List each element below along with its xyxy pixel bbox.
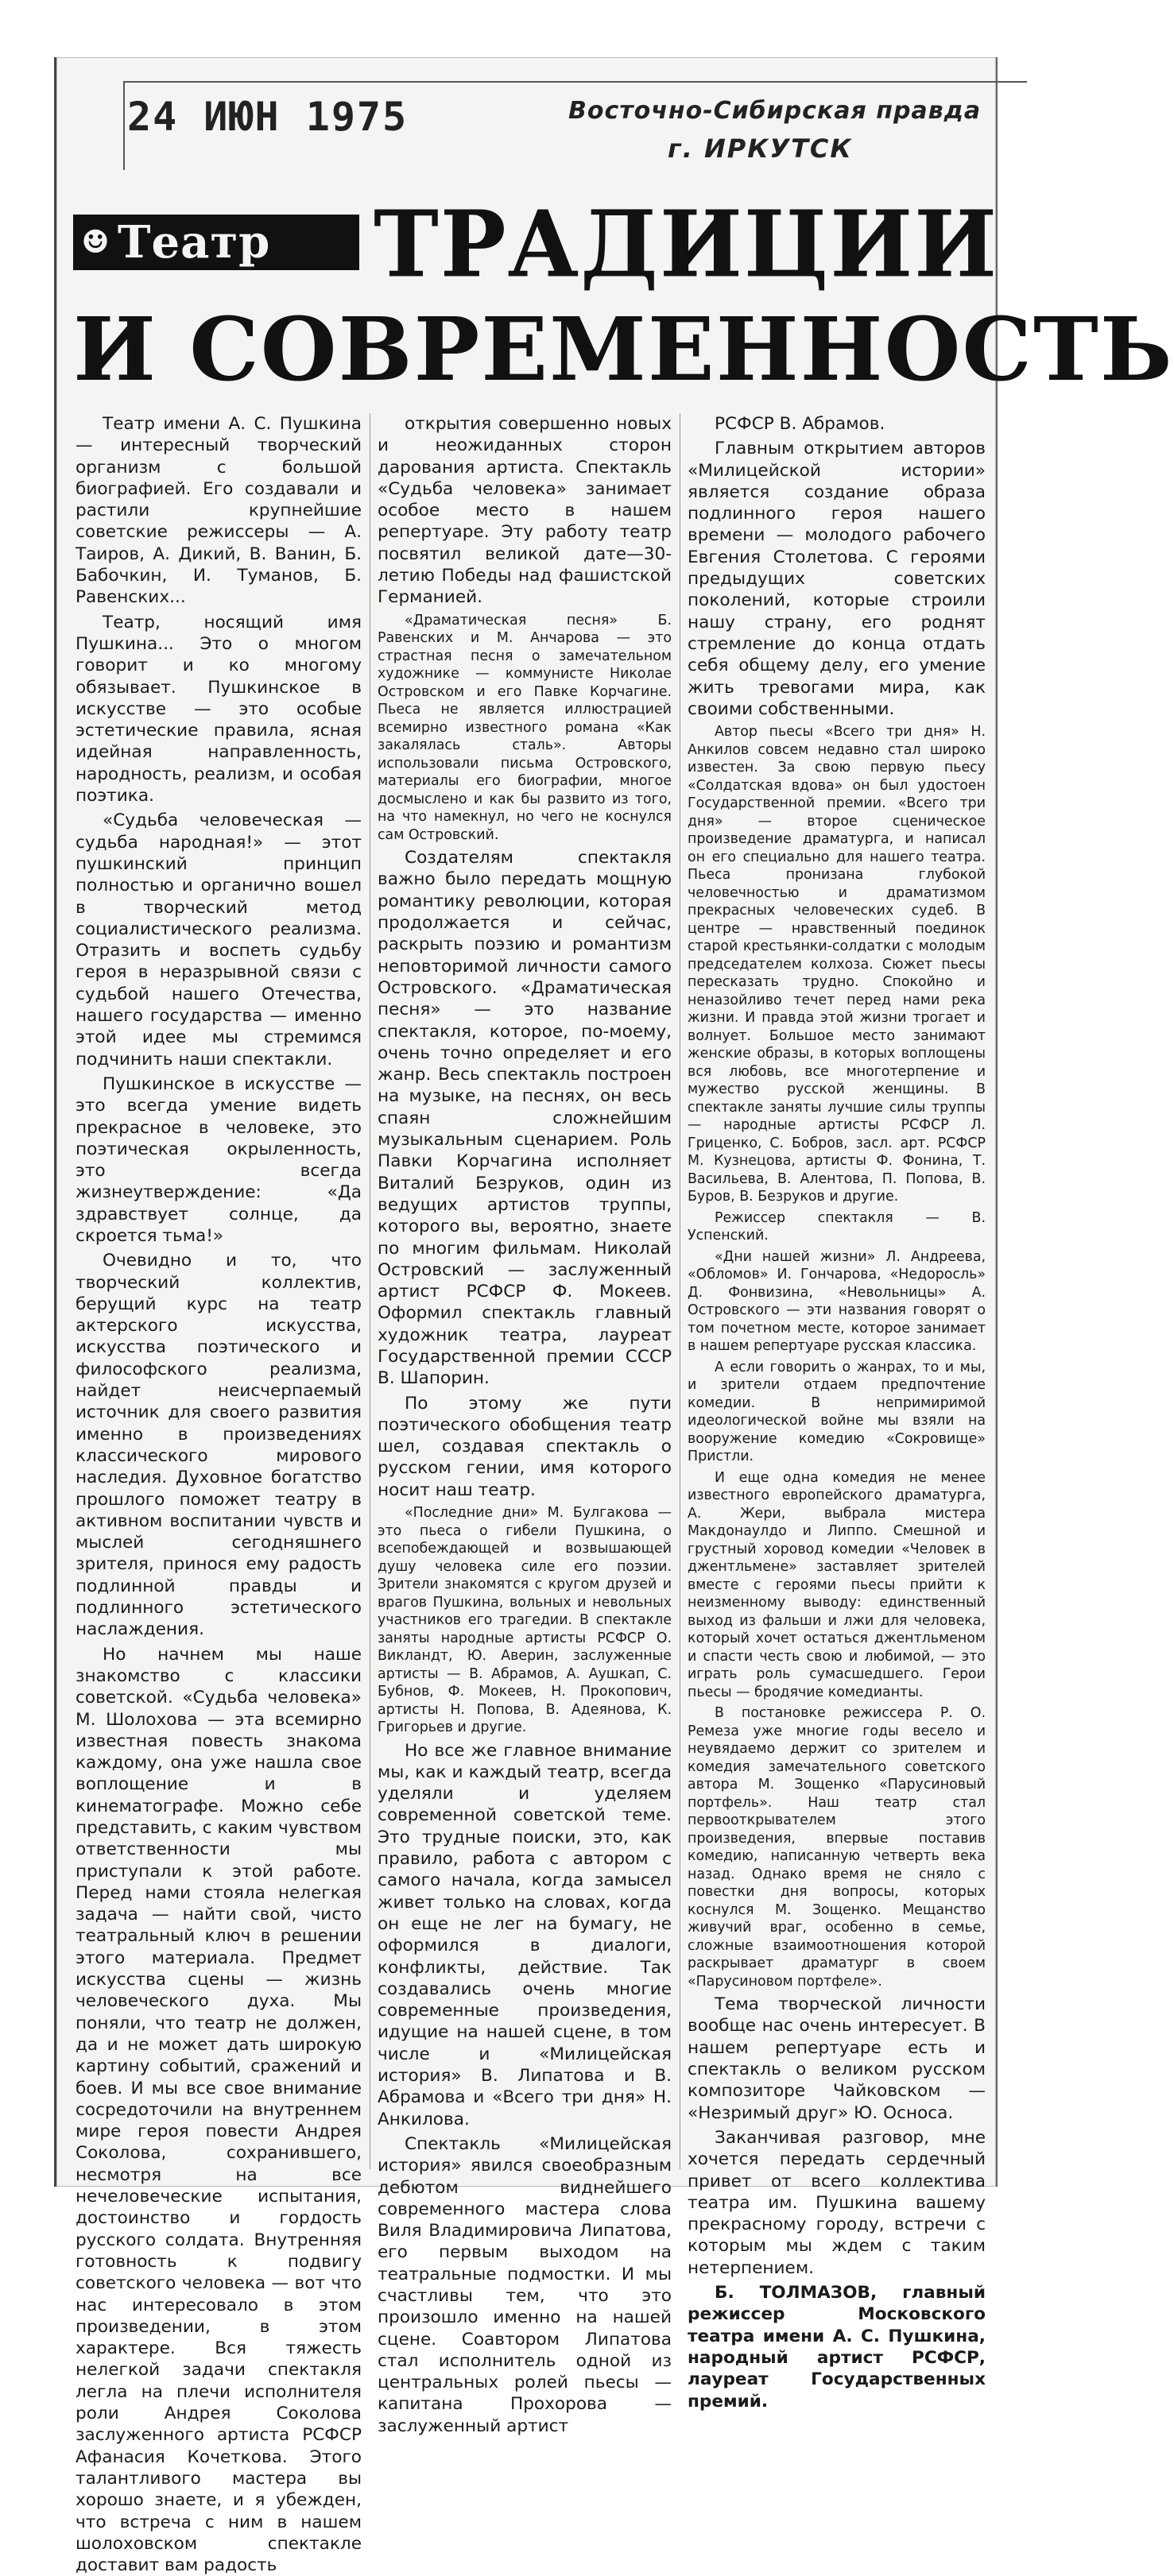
column-1 <box>76 413 362 2576</box>
headline-line-2: И СОВРЕМЕННОСТЬ <box>73 298 1174 400</box>
theatre-mask-icon: ☻ <box>81 224 110 261</box>
paragraph: Театр, носящий имя Пушкина... Это о многом говорит и ко многому обязывает. Пушкинское в искусстве — это особые эстетические правила, ясная идейная направленность, народность, реализм, и особая поэтика. <box>76 612 362 806</box>
headline-line-1: ТРАДИЦИИ <box>374 190 999 298</box>
paragraph: открытия совершенно новых и неожиданных сторон дарования артиста. Спектакль «Судьба человека» занимает особое место в нашем репертуаре. Эту работу театр посвятил великой дате—30-летию Победы над фашистской Германией. <box>378 414 672 608</box>
paragraph: Но все же главное внимание мы, как и каждый театр, всегда уделяли и уделяем современной советской теме. Это трудные поиски, это, как правило, работа с автором с самого начала, когда замысел живет только на словах, когда он еще не лег на бумагу, не оформился в диалоги, конфликты, действие. Так создавались очень многие современные произведения, идущие на нашей сцене, в том числе и «Милицейская история» В. Липатова и В. Абрамова и «Всего три дня» Н. Анкилова. <box>378 1740 672 2129</box>
paragraph-small: Режиссер спектакля — В. Успенский. <box>688 1209 986 1244</box>
paragraph: Тема творческой личности вообще нас очень интересует. В нашем репертуаре есть и спектакль о великом русском композиторе Чайковском — «Незримый друг» Ю. Осноса. <box>688 1994 986 2123</box>
paragraph-small: И еще одна комедия не менее известного европейского драматурга, А. Жери, выбрала мистера Макдонаулдо и Липпо. Смешной и грустный хоровод комедии «Человек в джентльмене» заставляет зрителей вместе с героями пьесы прийти к неизменному выводу: единственный выход из фальши и лжи для человека, который хочет остаться джентльменом и спасти честь свою и любимой, — это играть роль сумасшедшего. Герои пьесы — бродячие комедианты. <box>688 1469 986 1700</box>
source-name: Восточно-Сибирская правда <box>568 97 982 125</box>
paragraph-small: Автор пьесы «Всего три дня» Н. Анкилов совсем недавно стал широко известен. За свою первую пьесу «Солдатская вдова» он был удостоен Государственной премии. «Всего три дня» — второе сценическое произведение драматурга, и написал он его специально для нашего театра. Пьеса пронизана глубокой человечностью и драматизмом прекрасных человеческих судеб. В центре — нравственный поединок старой крестьянки-солдатки с молодым председателем колхоза. Сюжет пьесы пересказать трудно. Спокойно и неназойливо течет перед нами река жизни. И правда этой жизни трогает и волнует. Большое место занимают женские образы, в которых воплощены вся любовь, все многотерпение и мужество русской женщины. В спектакле заняты лучшие силы труппы — народные артисты РСФСР Л. Гриценко, С. Бобров, засл. арт. РСФСР М. Кузнецова, артисты Ф. Фонина, Т. Васильева, В. Алентова, П. Попова, В. Буров, В. Безруков и другие. <box>688 724 986 1205</box>
paragraph-small: В постановке режиссера Р. О. Ремеза уже многие годы весело и неувядаемо держит со зрителем и комедия замечательного советского автора М. Зощенко «Парусиновый портфель». Наш театр стал первооткрывателем этого произведения, впервые поставив комедию, написанную четверть века назад. Однако время не сняло с повестки дня вопросы, которых коснулся М. Зощенко. Мещанство живучий враг, особенно в семье, сложные взаимоотношения которой раскрывает драматург в своем «Парусиновом портфеле». <box>688 1705 986 1990</box>
author-signature: Б. ТОЛМАЗОВ, главный режиссер Московского театра имени А. С. Пушкина, народный артист РСФСР, лауреат Государственных премий. <box>688 2283 986 2412</box>
rubric-banner <box>73 215 359 270</box>
paragraph: Но начнем мы наше знакомство с классики советской. «Судьба человека» М. Шолохова — эта всемирно известная повесть знакома каждому, она уже нашла свое воплощение и в кинематографе. Можно себе представить, с каким чувством ответственности мы приступали к этой работе. Перед нами стояла нелегкая задача — найти свой, чисто театральный ключ в решении этого материала. Предмет искусства сцены — жизнь человеческого духа. Мы поняли, что театр не должен, да и не может дать широкую картину событий, сражений и боев. И мы все свое внимание сосредоточили на внутреннем мире героя повести Андрея Соколова, сохранившего, несмотря на все нечеловеческие испытания, достоинство и гордость русского солдата. Внутренняя готовность к подвигу советского человека — вот что нас интересовало в этом произведении, в этом характере. Вся тяжесть нелегкой задачи спектакля легла на плечи исполнителя роли Андрея Соколова заслуженного артиста РСФСР Афанасия Кочеткова. Этого талантливого мастера вы хорошо знаете, и я убежден, что встреча с ним в нашем шолоховском спектакле доставит вам радость <box>76 1644 362 2576</box>
column-3 <box>688 413 986 2412</box>
paragraph-small: А если говорить о жанрах, то и мы, и зрители отдаем предпочтение комедии. В непримиримой идеологической войне мы взяли на вооружение комедию «Сокровище» Пристли. <box>688 1359 986 1465</box>
paragraph-small: «Дни нашей жизни» Л. Андреева, «Обломов» И. Гончарова, «Недоросль» Д. Фонвизина, «Невольницы» А. Островского — эти названия говорят о том почетном месте, которое занимает в нашем репертуаре русская классика. <box>688 1248 986 1355</box>
paragraph: Главным открытием авторов «Милицейской истории» является создание образа подлинного героя нашего времени — молодого рабочего Евгения Столетова. С героями предыдущих советских поколений, которые строили нашу страну, его роднят стремление до конца отдать себя общему делу, его умение жить тревогами мира, как своими собственными. <box>688 439 986 719</box>
paragraph: Очевидно и то, что творческий коллектив, берущий курс на театр актерского искусства, искусства поэтического и философского реализма, найдет неисчерпаемый источник для своего развития именно в произведениях классического мирового наследия. Духовное богатство прошлого поможет театру в активном воспитании чувств и мыслей сегодняшнего зрителя, принося ему радость подлинной правды и подлинного эстетического наслаждения. <box>76 1251 362 1640</box>
rubric-label: Театр <box>117 216 271 269</box>
paragraph: Пушкинское в искусстве — это всегда умение видеть прекрасное в человеке, это поэтическая окрыленность, это всегда жизнеутверждение: «Да здравствует солнце, да скроется тьма!» <box>76 1073 362 1246</box>
paragraph: Спектакль «Милицейская история» явился своеобразным дебютом виднейшего современного мастера слова Виля Владимировича Липатова, его первым выходом на театральные подмостки. И мы счастливы тем, что это произошло именно на нашей сцене. Соавтором Липатова стал исполнитель одной из центральных ролей пьесы — капитана Прохорова — заслуженный артист <box>378 2133 672 2436</box>
date-stamp: 24 ИЮН 1975 <box>127 94 409 140</box>
paragraph: Заканчивая разговор, мне хочется передать сердечный привет от всего коллектива театра им. Пушкина вашему прекрасному городу, встречи с которым мы ждем с таким нетерпением. <box>688 2127 986 2278</box>
source-city: г. ИРКУТСК <box>668 133 853 164</box>
paragraph: Театр имени А. С. Пушкина — интересный творческий организм с большой биографией. Его создавали и растили крупнейшие советские режиссеры — А. Таиров, А. Дикий, В. Ванин, Б. Бабочкин, И. Туманов, Б. Равенских... <box>76 414 362 608</box>
paragraph: По этому же пути поэтического обобщения театр шел, создавая спектакль о русском гении, имя которого носит наш театр. <box>378 1393 672 1500</box>
paragraph: Создателям спектакля важно было передать мощную романтику революции, которая продолжается и сейчас, раскрыть поэзию и романтизм неповторимой личности самого Островского. «Драматическая песня» — это название спектакля, которое, по-моему, очень точно определяет и его жанр. Весь спектакль построен на музыке, на песнях, он весь спаян сложнейшим музыкальным сценарием. Роль Павки Корчагина исполняет Виталий Безруков, один из ведущих артистов труппы, которого вы, вероятно, знаете по многим фильмам. Николай Островский — заслуженный артист РСФСР Ф. Мокеев. Оформил спектакль главный художник театра, лауреат Государственной премии СССР В. Шапорин. <box>378 848 672 1389</box>
paragraph: «Судьба человеческая — судьба народная!» — этот пушкинский принцип полностью и органично вошел в творческий метод социалистического реализма. Отразить и воспеть судьбу героя в неразрывной связи с судьбой нашего Отечества, нашего государства — именно этой идее мы стремимся подчинить наши спектакли. <box>76 810 362 1069</box>
paragraph-small: «Последние дни» М. Булгакова — это пьеса о гибели Пушкина, о всепобеждающей и возвышающей душу человека силе его поэзии. Зрители знакомятся с кругом друзей и врагов Пушкина, вольных и невольных участников его трагедии. В спектакле заняты народные артисты РСФСР О. Викландт, Ю. Аверин, заслуженные артисты — В. Абрамов, А. Аушкап, С. Бубнов, Ф. Мокеев, Н. Прокопович, артисты Н. Попова, В. Адеянова, К. Григорьев и другие. <box>378 1505 672 1736</box>
paragraph-small: «Драматическая песня» Б. Равенских и М. Анчарова — это страстная песня о замечательном художнике — коммунисте Николае Островском и его Павке Корчагине. Пьеса не является иллюстрацией всемирно известного романа «Как закалялась сталь». Авторы использовали письма Островского, материалы его биографии, многое досмыслено и как бы развито из того, на что намекнул, но чего не коснулся сам Островский. <box>378 612 672 843</box>
article-body <box>76 413 986 2576</box>
paragraph: РСФСР В. Абрамов. <box>715 414 885 434</box>
column-2 <box>378 413 672 2436</box>
